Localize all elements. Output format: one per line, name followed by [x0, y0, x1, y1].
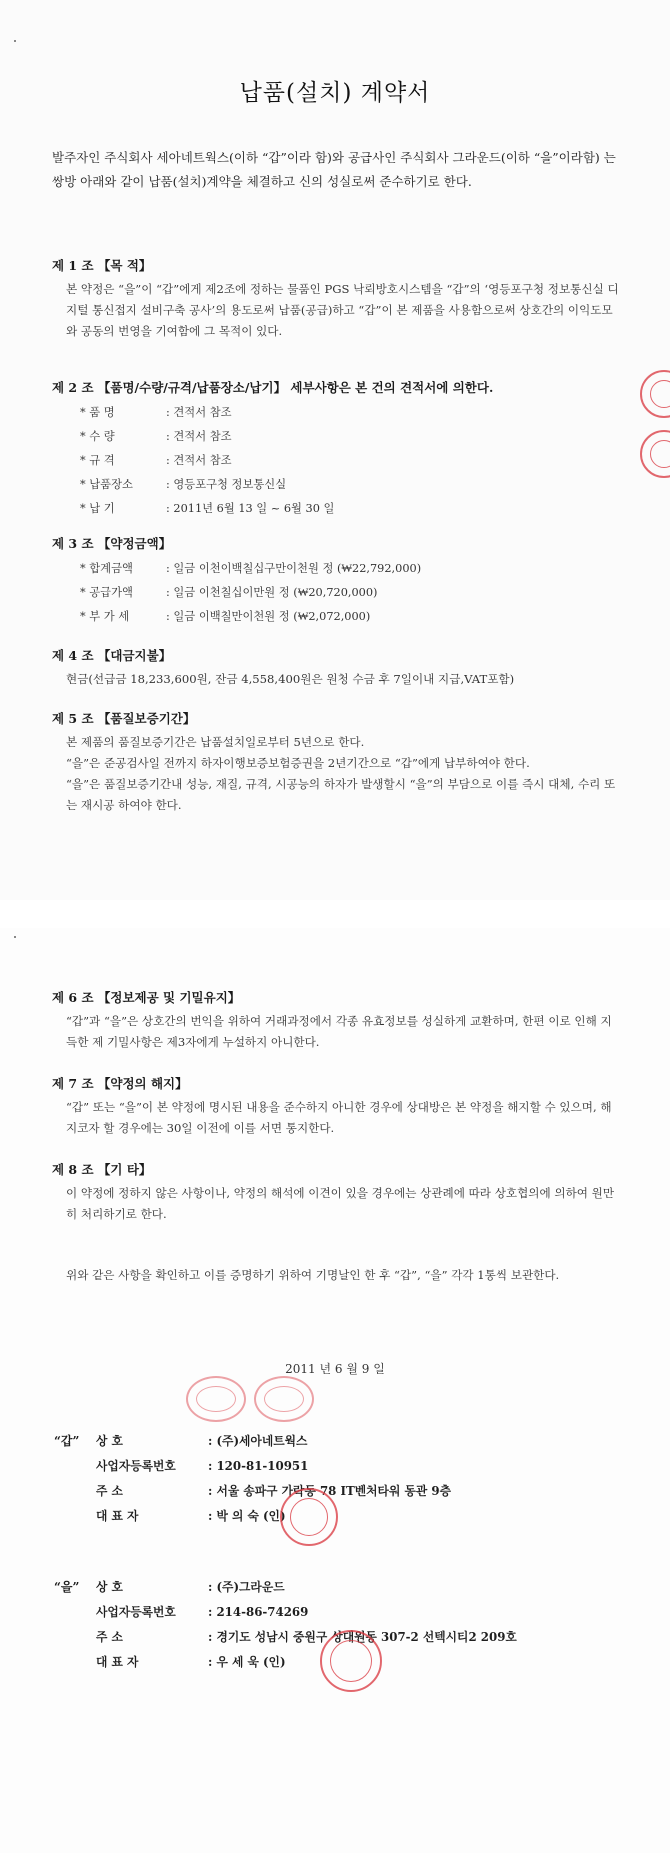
contract-page-2 — [0, 928, 670, 1853]
closing-statement: 위와 같은 사항을 확인하고 이를 증명하기 위하여 기명날인 한 후 “갑”, “을” 각각 1통씩 보관한다. — [66, 1268, 560, 1282]
article-2-item: * 수 량 : 견적서 참조 — [80, 430, 232, 443]
article-2-item: * 납 기 : 2011년 6월 13 일 ~ 6월 30 일 — [80, 502, 335, 515]
article-4-body: 현금(선급금 18,233,600원, 잔금 4,558,400원은 원청 수금 후 7일이내 지급,VAT포함) — [66, 672, 515, 686]
article-7-body: “갑” 또는 “을”이 본 약정에 명시된 내용을 준수하지 아니한 경우에 상대방은 본 약정을 해지할 수 있으며, 해지코자 할 경우에는 30일 이전에 이를 서면 통지한다. — [66, 1100, 612, 1135]
seal-stamp-icon — [186, 1376, 246, 1422]
article-7-heading: 제 7 조 【약정의 해지】 — [52, 1076, 188, 1091]
article-4-heading: 제 4 조 【대금지불】 — [52, 648, 172, 663]
ceo-seal-eul-icon — [320, 1630, 382, 1692]
article-5-body: 본 제품의 품질보증기간은 납품설치일로부터 5년으로 한다. “을”은 준공검사일 전까지 하자이행보증보험증권을 2년기간으로 “갑”에게 납부하여야 한다. “을”은 품질보증기간내 성능, 재질, 규격, 시공능의 하자가 발생할시 “을”의 부담으로 이를 즉시 대체, 수리 또는 재시공 하여야 한다. — [66, 735, 616, 812]
party-eul-label: “을” — [54, 1580, 80, 1594]
party-eul-regno-row: 사업자등록번호 : 214-86-74269 — [96, 1605, 309, 1619]
ceo-seal-gap-icon — [280, 1488, 338, 1546]
scan-dot — [14, 936, 16, 938]
article-2-item: * 품 명 : 견적서 참조 — [80, 406, 232, 419]
article-6-body: “갑”과 “을”은 상호간의 번익을 위하여 거래과정에서 각종 유효정보를 성실하게 교환하며, 한편 이로 인해 지득한 제 기밀사항은 제3자에게 누설하지 아니한다. — [66, 1014, 612, 1049]
article-2-item: * 납품장소 : 영등포구청 정보통신실 — [80, 478, 287, 491]
article-3-item: * 부 가 세 : 일금 이백칠만이천원 정 (₩2,072,000) — [80, 610, 371, 623]
party-eul-ceo-row: 대 표 자 : 우 세 욱 (인) — [96, 1655, 286, 1669]
article-3-item: * 공급가액 : 일금 이천칠십이만원 정 (₩20,720,000) — [80, 586, 378, 599]
article-8-body: 이 약정에 정하지 않은 사항이나, 약정의 해석에 이견이 있을 경우에는 상관례에 따라 상호협의에 의하여 원만히 처리하기로 한다. — [66, 1186, 615, 1221]
party-gap-name-row: 상 호 : (주)세아네트웍스 — [96, 1434, 308, 1448]
contract-intro: 발주자인 주식회사 세아네트웍스(이하 “갑”이라 함)와 공급사인 주식회사 그라운드(이하 “을”이라함) 는 쌍방 아래와 같이 납품(설치)계약을 체결하고 신의 성실로써 준수하기로 한다. — [52, 150, 616, 189]
party-gap-regno-row: 사업자등록번호 : 120-81-10951 — [96, 1459, 309, 1473]
party-eul-address-row: 주 소 : 경기도 성남시 중원구 상대원동 307-2 선텍시티2 209호 — [96, 1630, 517, 1644]
contract-date: 2011 년 6 월 9 일 — [285, 1362, 385, 1376]
article-8-heading: 제 8 조 【기 타】 — [52, 1162, 152, 1177]
article-1-body: 본 약정은 “을”이 “갑”에게 제2조에 정하는 물품인 PGS 낙뢰방호시스템을 “갑”의 ‘영등포구청 정보통신실 디지털 통신접지 설비구축 공사’의 용도로써 납품(공급)하고 “갑”이 본 제품을 사용함으로써 상호간의 이익도모와 공동의 번영을 기여함에 그 목적이 있다. — [66, 282, 619, 338]
contract-title: 납품(설치) 계약서 — [239, 80, 431, 106]
party-gap-address-row: 주 소 : 서울 송파구 가락동 78 IT벤처타워 동관 9층 — [96, 1484, 451, 1498]
scan-dot — [14, 40, 16, 42]
article-1-heading: 제 1 조 【목 적】 — [52, 258, 152, 273]
article-3-heading: 제 3 조 【약정금액】 — [52, 536, 172, 551]
seal-stamp-icon — [254, 1376, 314, 1422]
party-gap-ceo-row: 대 표 자 : 박 의 숙 (인) — [96, 1509, 286, 1523]
page-gap — [0, 900, 670, 928]
article-2-item: * 규 격 : 견적서 참조 — [80, 454, 232, 467]
article-2-heading: 제 2 조 【품명/수량/규격/납품장소/납기】 세부사항은 본 건의 견적서에 의한다. — [52, 380, 494, 395]
party-gap-label: “갑” — [54, 1434, 80, 1448]
article-6-heading: 제 6 조 【정보제공 및 기밀유지】 — [52, 990, 241, 1005]
party-eul-name-row: 상 호 : (주)그라운드 — [96, 1580, 285, 1594]
article-5-heading: 제 5 조 【품질보증기간】 — [52, 711, 196, 726]
article-3-item: * 합계금액 : 일금 이천이백칠십구만이천원 정 (₩22,792,000) — [80, 562, 422, 575]
